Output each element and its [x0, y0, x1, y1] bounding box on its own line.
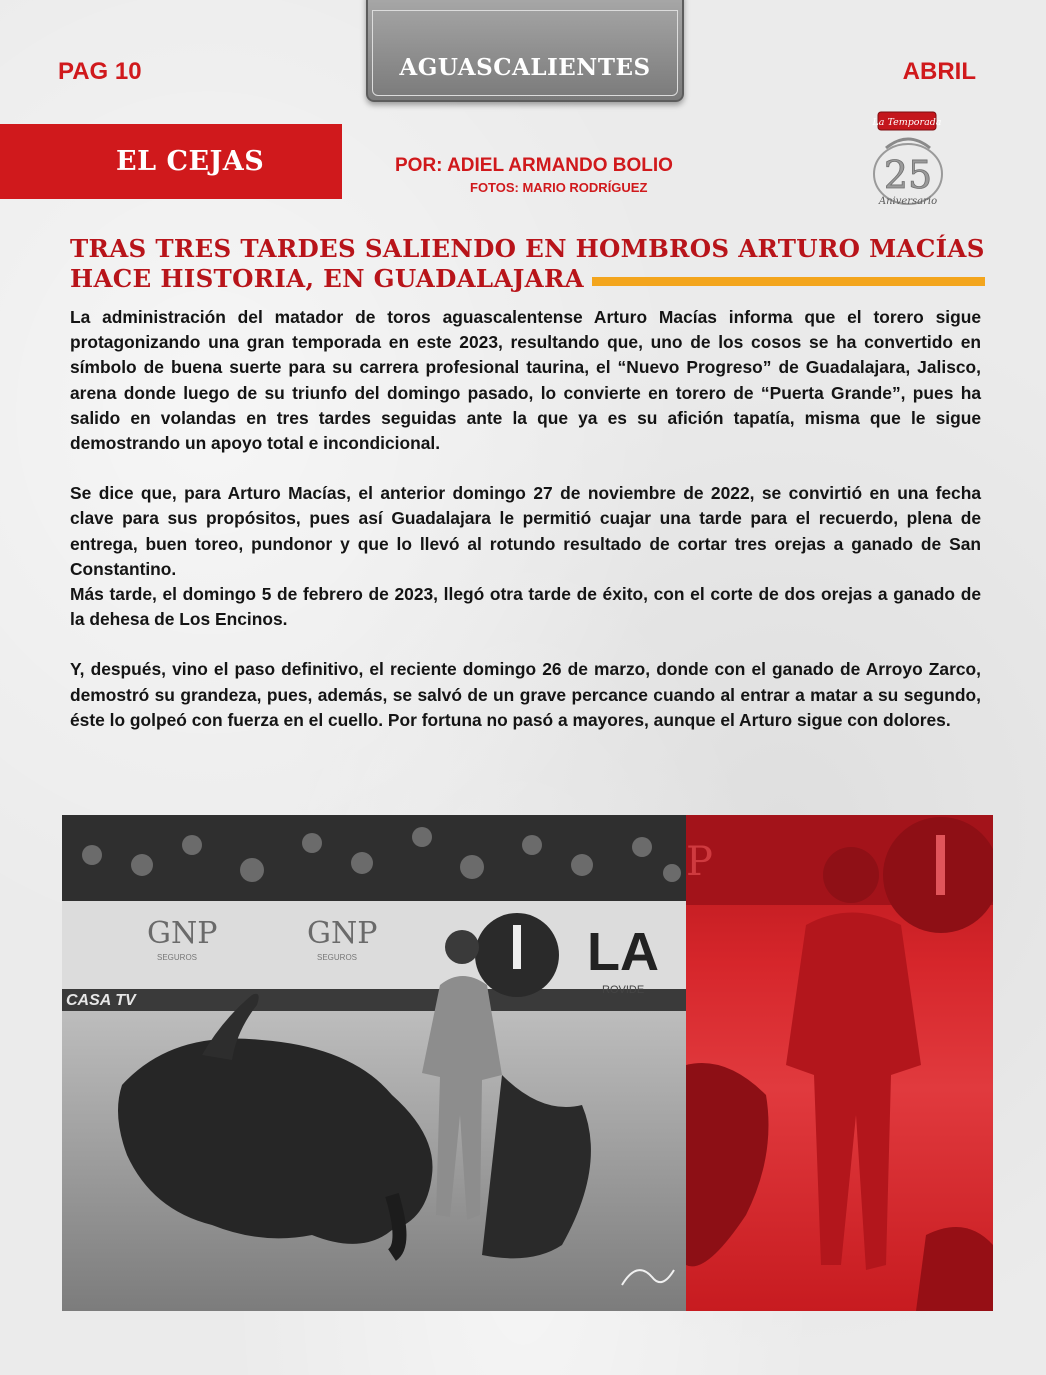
bullfight-photo	[62, 815, 686, 1311]
sign-text: LA	[587, 922, 659, 982]
banner-sub-2: SEGUROS	[317, 953, 358, 962]
author-byline: POR: ADIEL ARMANDO BOLIO	[395, 155, 673, 176]
banner-sub: SEGUROS	[157, 953, 198, 962]
torero-portrait-red	[686, 815, 993, 1311]
column-name: EL CEJAS	[116, 146, 265, 177]
column-banner	[0, 124, 342, 199]
article-body	[70, 305, 981, 733]
paragraph-2: Se dice que, para Arturo Macías, el anterior domingo 27 de noviembre de 2022, se convirtió en una fecha clave para sus propósitos, pues así Guadalajara le permitió cuajar una tarde para el recuerdo, plena de entrega, buen toreo, pundonor y que lo llevó al rotundo resultado de cortar tres orejas a ganado de San Constantino.	[70, 483, 981, 579]
paragraph-3: Más tarde, el domingo 5 de febrero de 2023, llegó otra tarde de éxito, con el corte de dos orejas a ganado de la dehesa de Los Encinos.	[70, 584, 981, 630]
red-banner-letter: P	[686, 839, 713, 885]
headline-line-2: HACE HISTORIA, EN GUADALAJARA	[70, 264, 584, 293]
logo-tag: Aniversario	[878, 196, 938, 207]
photo-credit: FOTOS: MARIO RODRÍGUEZ	[470, 180, 648, 195]
logo-number: 25	[883, 153, 933, 197]
paragraph-1: La administración del matador de toros aguascalentense Arturo Macías informa que el torero sigue protagonizando una gran temporada en este 2023, resultando que, uno de los cosos se ha convertido en símbolo de buena suerte para su carrera profesional taurina, el “Nuevo Progreso” de Guadalajara, Jalisco, arena donde luego de su triunfo del domingo pasado, lo convierte en torero de “Puerta Grande”, pues ha salido en volandas en tres tardes seguidas ante la que ya es su afición tapatía, misma que le sigue demostrando un apoyo total e incondicional.	[70, 307, 981, 454]
headline-accent-bar	[592, 277, 985, 286]
logo-name: La Temporada	[872, 117, 942, 128]
anniversary-logo	[862, 108, 954, 210]
sign-left: CASA TV	[66, 992, 136, 1009]
sign-sub: ROVIDE	[602, 984, 645, 996]
issue-month: ABRIL	[902, 58, 976, 85]
headline-line-1: TRAS TRES TARDES SALIENDO EN HOMBROS ARTURO MACÍAS	[70, 234, 985, 263]
headline	[70, 234, 985, 294]
paragraph-4: Y, después, vino el paso definitivo, el reciente domingo 26 de marzo, donde con el ganado de Arroyo Zarco, demostró su grandeza, pues, además, se salvó de un grave percance cuando al entrar a matar a su segundo, éste lo golpeó con fuerza en el cuello. Por fortuna no pasó a mayores, aunque el Arturo sigue con dolores.	[70, 659, 981, 730]
section-tab	[366, 0, 684, 102]
page-number: PAG 10	[58, 58, 142, 85]
banner-brand: GNP	[147, 916, 218, 951]
section-title: AGUASCALIENTES	[399, 54, 651, 81]
banner-brand-2: GNP	[307, 916, 378, 951]
